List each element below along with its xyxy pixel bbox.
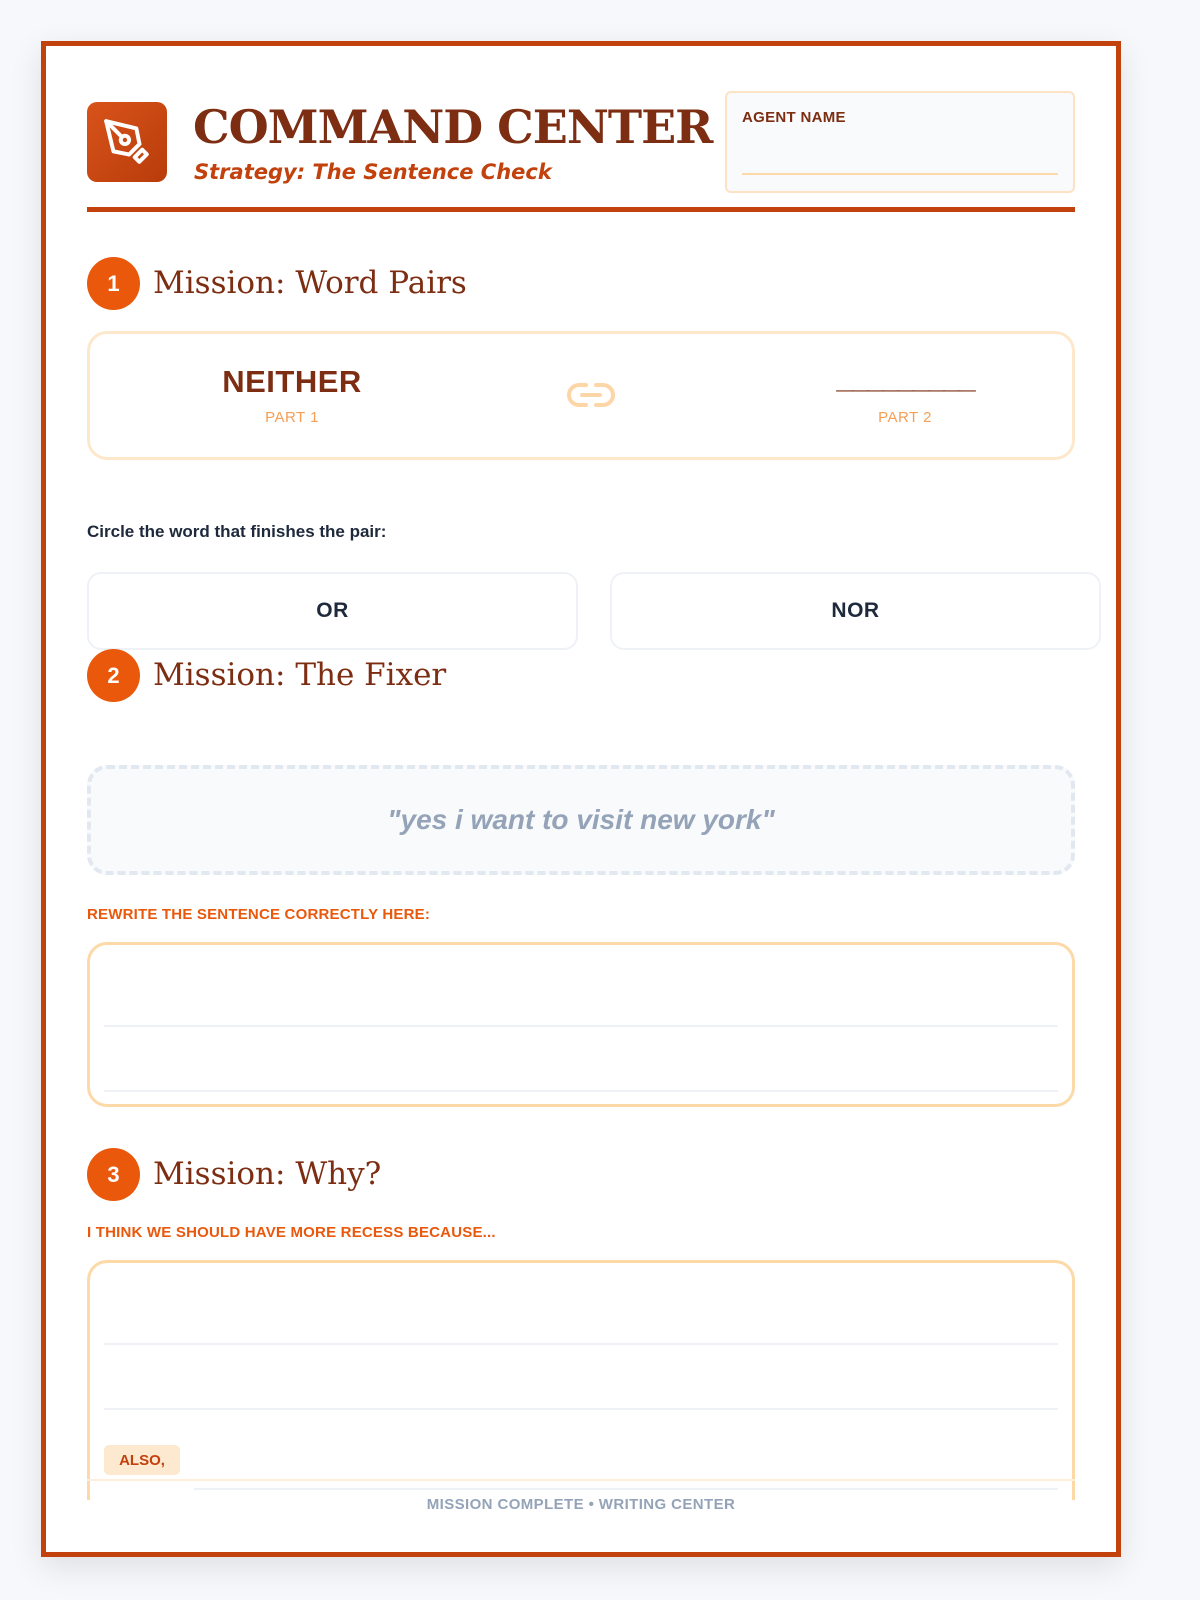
mission-2-header <box>87 649 1075 703</box>
pair-word-1: NEITHER <box>222 364 362 399</box>
answer-line <box>104 1408 1058 1410</box>
mission-1-title: Mission: Word Pairs <box>153 265 467 301</box>
header <box>87 101 1075 211</box>
mission-2-title: Mission: The Fixer <box>153 657 447 693</box>
pair-word-2-blank[interactable]: _________ <box>836 360 974 395</box>
mission-3-badge: 3 <box>87 1148 140 1201</box>
reason-answer-box[interactable] <box>87 1260 1075 1500</box>
answer-line <box>104 1025 1058 1027</box>
mission-3-header <box>87 1148 1075 1202</box>
header-divider <box>87 207 1075 212</box>
rewrite-label: REWRITE THE SENTENCE CORRECTLY HERE: <box>87 906 431 923</box>
fixer-sentence: "yes i want to visit new york" <box>387 804 775 835</box>
reason-prompt: I THINK WE SHOULD HAVE MORE RECESS BECAUSE... <box>87 1224 496 1241</box>
page-subtitle: Strategy: The Sentence Check <box>194 160 552 184</box>
worksheet-content <box>87 46 1075 1552</box>
pen-nib-icon <box>87 102 167 182</box>
link-icon <box>566 379 616 411</box>
pair-part-2-label: PART 2 <box>878 409 932 426</box>
agent-name-field[interactable] <box>742 173 1058 175</box>
answer-line <box>194 1488 1058 1490</box>
mission-1-header <box>87 257 1075 311</box>
word-pair-box <box>87 331 1075 460</box>
pair-part-1-label: PART 1 <box>265 409 319 426</box>
worksheet <box>41 41 1121 1557</box>
footer-text: MISSION COMPLETE • WRITING CENTER <box>426 1496 736 1513</box>
agent-name-label: AGENT NAME <box>742 109 846 126</box>
choice-or-button[interactable]: OR <box>87 572 578 650</box>
answer-line <box>104 1090 1058 1092</box>
pair-instruction: Circle the word that finishes the pair: <box>87 522 387 541</box>
mission-3-title: Mission: Why? <box>153 1156 382 1192</box>
mission-2-badge: 2 <box>87 649 140 702</box>
also-tag: ALSO, <box>104 1445 180 1475</box>
fixer-sentence-box <box>87 765 1075 875</box>
page-title: COMMAND CENTER <box>193 100 713 154</box>
rewrite-answer-box[interactable] <box>87 942 1075 1107</box>
agent-name-box <box>725 91 1075 193</box>
choice-nor-button[interactable]: NOR <box>610 572 1101 650</box>
answer-line <box>104 1343 1058 1345</box>
mission-1-badge: 1 <box>87 257 140 310</box>
footer-divider <box>87 1479 1075 1481</box>
